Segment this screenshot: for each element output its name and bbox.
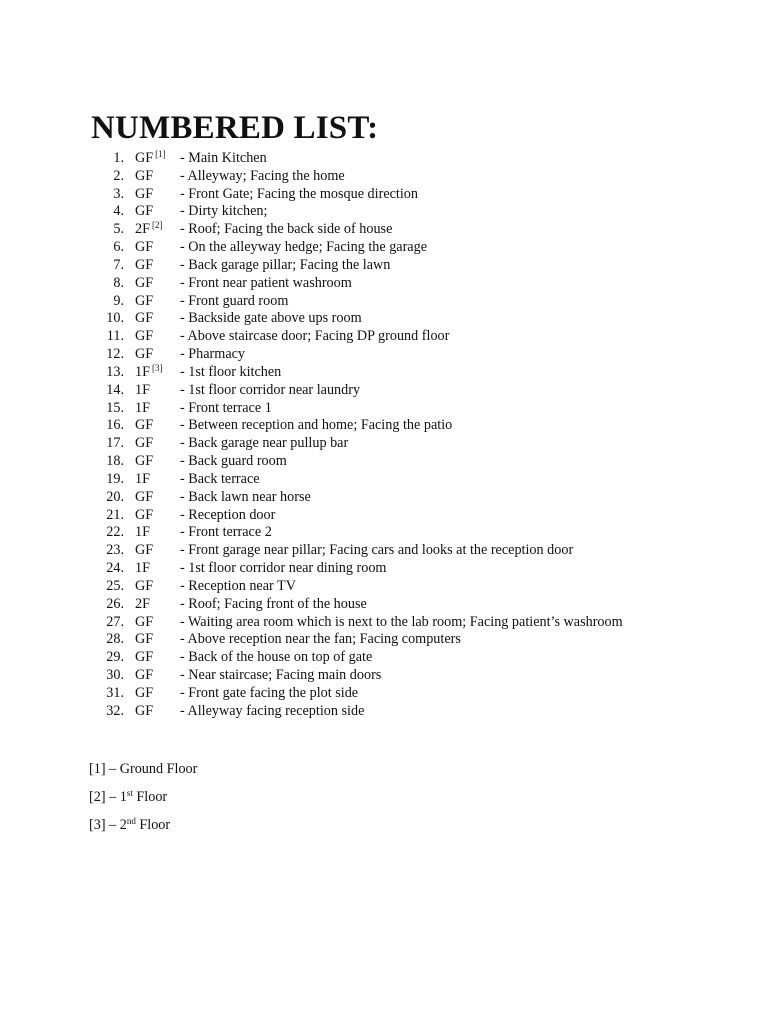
floor-code: 2F	[135, 595, 150, 612]
footnote	[89, 788, 197, 816]
list-item-number: 31.	[106, 684, 124, 701]
list-item-number: 4.	[113, 203, 124, 220]
list-item-number: 29.	[106, 649, 124, 666]
page-title: NUMBERED LIST:	[91, 110, 379, 146]
floor-code: 1F	[135, 399, 150, 416]
list-item-floor	[135, 203, 153, 221]
footnote-text: [1] – Ground Floor	[89, 761, 198, 777]
list-item-number: 25.	[106, 577, 124, 594]
list-item-description: - Back garage pillar; Facing the lawn	[180, 256, 391, 273]
list-item-floor	[135, 168, 153, 186]
list-item-description: - Alleyway; Facing the home	[180, 167, 345, 184]
list-item-number: 18.	[106, 453, 124, 470]
list-item-description: - Backside gate above ups room	[180, 310, 362, 327]
footnote-ref: [3]	[151, 362, 163, 373]
footnote-text: [2] – 1	[89, 789, 127, 805]
list-item-description: - Roof; Facing the back side of house	[180, 221, 393, 238]
list-item-floor	[135, 685, 153, 703]
floor-code: GF	[135, 453, 154, 470]
list-item-description: - Between reception and home; Facing the patio	[180, 417, 453, 434]
list-item-floor	[135, 524, 150, 542]
list-item-floor	[135, 471, 150, 489]
list-item-number: 3.	[113, 185, 124, 202]
floor-code: GF	[135, 328, 154, 345]
list-item-floor	[135, 649, 153, 667]
list-item-floor	[135, 667, 153, 685]
ordinal-sup: nd	[126, 816, 136, 826]
list-item-floor	[135, 703, 153, 721]
list-item-description: - Main Kitchen	[180, 150, 267, 166]
floor-code: GF	[135, 649, 154, 666]
list-item-number: 26.	[106, 595, 124, 612]
list-item-description: - Above reception near the fan; Facing computers	[180, 631, 461, 648]
floor-code: 1F	[135, 524, 150, 541]
list-item-floor	[135, 346, 153, 364]
list-item-floor	[135, 614, 153, 632]
list-item-number: 12.	[106, 346, 124, 363]
floor-code: GF	[135, 684, 154, 701]
list-item-floor	[135, 489, 153, 507]
list-item-number: 23.	[106, 542, 124, 559]
floor-code: GF	[135, 435, 154, 452]
floor-code: GF	[135, 150, 154, 166]
floor-code: 1F	[135, 363, 150, 380]
footnote	[89, 816, 197, 844]
list-item-description: - Front gate facing the plot side	[180, 684, 359, 701]
list-item-floor	[135, 417, 153, 435]
footnote-ref: [1]	[155, 149, 166, 159]
list-item-description: - Back of the house on top of gate	[180, 649, 373, 666]
footnotes	[89, 760, 197, 844]
floor-code: 1F	[135, 470, 150, 487]
list-item-floor	[135, 631, 153, 649]
list-item-floor	[135, 542, 153, 560]
list-item-floor	[135, 578, 153, 596]
list-item-number: 11.	[106, 328, 124, 345]
list-item-number: 15.	[106, 399, 124, 416]
floor-code: GF	[135, 417, 154, 434]
list-item-number: 19.	[106, 470, 124, 487]
floor-code: GF	[135, 577, 154, 594]
floor-code: GF	[135, 542, 154, 559]
list-item-description: - Front near patient washroom	[180, 274, 352, 291]
list-item-description: - Above staircase door; Facing DP ground floor	[180, 328, 450, 345]
list-item-floor	[135, 221, 162, 239]
list-item-description: - Near staircase; Facing main doors	[180, 667, 382, 684]
list-item-number: 10.	[106, 310, 124, 327]
list-item-number: 14.	[106, 381, 124, 398]
list-item-number: 30.	[106, 667, 124, 684]
footnote	[89, 760, 197, 788]
list-item-description: - On the alleyway hedge; Facing the garage	[180, 239, 427, 256]
floor-code: GF	[135, 613, 154, 630]
floor-code: GF	[135, 239, 154, 256]
floor-code: GF	[135, 667, 154, 684]
list-item-floor	[135, 186, 153, 204]
list-item-floor	[135, 150, 166, 168]
list-item-description: - 1st floor kitchen	[180, 363, 282, 380]
list-item-description: - Pharmacy	[180, 346, 246, 363]
list-item-description: - Front Gate; Facing the mosque direction	[180, 185, 418, 202]
list-item-number: 13.	[106, 363, 124, 380]
list-item-description: - Back lawn near horse	[180, 488, 311, 505]
list-item-number: 17.	[106, 435, 124, 452]
list-item-floor	[135, 560, 150, 578]
list-item-description: - Reception near TV	[180, 577, 296, 594]
list-item-number: 32.	[106, 702, 124, 719]
list-item-number: 2.	[113, 167, 124, 184]
list-item-number: 28.	[106, 631, 124, 648]
list-item-number: 6.	[113, 239, 124, 256]
list-item-description: - Front terrace 1	[180, 399, 272, 416]
list-item-floor	[135, 382, 150, 400]
list-item-floor	[135, 435, 153, 453]
list-item-floor	[135, 507, 153, 525]
list-item-number: 5.	[113, 221, 124, 238]
list-item-floor	[135, 293, 153, 311]
floor-code: GF	[135, 256, 154, 273]
list-item-number: 9.	[113, 292, 124, 309]
floor-code: GF	[135, 167, 154, 184]
list-item-description: - 1st floor corridor near laundry	[180, 381, 361, 398]
list-item-description: - Back terrace	[180, 470, 260, 487]
list-item-number: 1.	[113, 150, 124, 166]
list-item-description: - Reception door	[180, 506, 276, 523]
list-item-description: - Front guard room	[180, 292, 289, 309]
list-item-floor	[135, 364, 162, 382]
list-item-number: 20.	[106, 488, 124, 505]
list-item-description: - Back guard room	[180, 453, 287, 470]
list-item-floor	[135, 400, 150, 418]
list-item-description: - Front terrace 2	[180, 524, 272, 541]
list-item-floor	[135, 453, 153, 471]
floor-code: GF	[135, 488, 154, 505]
list-item-floor	[135, 596, 150, 614]
footnote-ref: [2]	[151, 220, 163, 231]
list-item-description: - 1st floor corridor near dining room	[180, 560, 387, 577]
floor-code: GF	[135, 203, 154, 220]
list-item-floor	[135, 328, 153, 346]
floor-code: 2F	[135, 221, 150, 238]
floor-code: 1F	[135, 381, 150, 398]
ordinal-sup: st	[126, 788, 133, 798]
list-item-description: - Waiting area room which is next to the lab room; Facing patient’s washroom	[180, 613, 623, 630]
floor-code: GF	[135, 631, 154, 648]
list-item-description: - Roof; Facing front of the house	[180, 595, 367, 612]
list-item-number: 7.	[113, 256, 124, 273]
floor-code: GF	[135, 506, 154, 523]
floor-code: GF	[135, 310, 154, 327]
list-item-number: 27.	[106, 613, 124, 630]
list-item-number: 16.	[106, 417, 124, 434]
list-item-number: 24.	[106, 560, 124, 577]
floor-code: GF	[135, 292, 154, 309]
list-item-number: 21.	[106, 506, 124, 523]
floor-code: GF	[135, 274, 154, 291]
list-item-floor	[135, 239, 153, 257]
list-item-floor	[135, 257, 153, 275]
footnote-text-suffix: Floor	[135, 817, 171, 833]
list-item-number: 22.	[106, 524, 124, 541]
list-item-description: - Dirty kitchen;	[180, 203, 268, 220]
floor-code: GF	[135, 702, 154, 719]
floor-code: GF	[135, 346, 154, 363]
list-item-floor	[135, 275, 153, 293]
floor-code: GF	[135, 185, 154, 202]
list-item-description: - Alleyway facing reception side	[180, 702, 365, 719]
footnote-text: [3] – 2	[89, 817, 127, 833]
list-item-description: - Back garage near pullup bar	[180, 435, 349, 452]
list-item-floor	[135, 310, 153, 328]
ordinal-suffix	[127, 817, 136, 833]
list-item-number: 8.	[113, 274, 124, 291]
floor-code: 1F	[135, 560, 150, 577]
footnote-text-suffix: Floor	[132, 789, 168, 805]
list-item-description: - Front garage near pillar; Facing cars and looks at the reception door	[180, 542, 574, 559]
